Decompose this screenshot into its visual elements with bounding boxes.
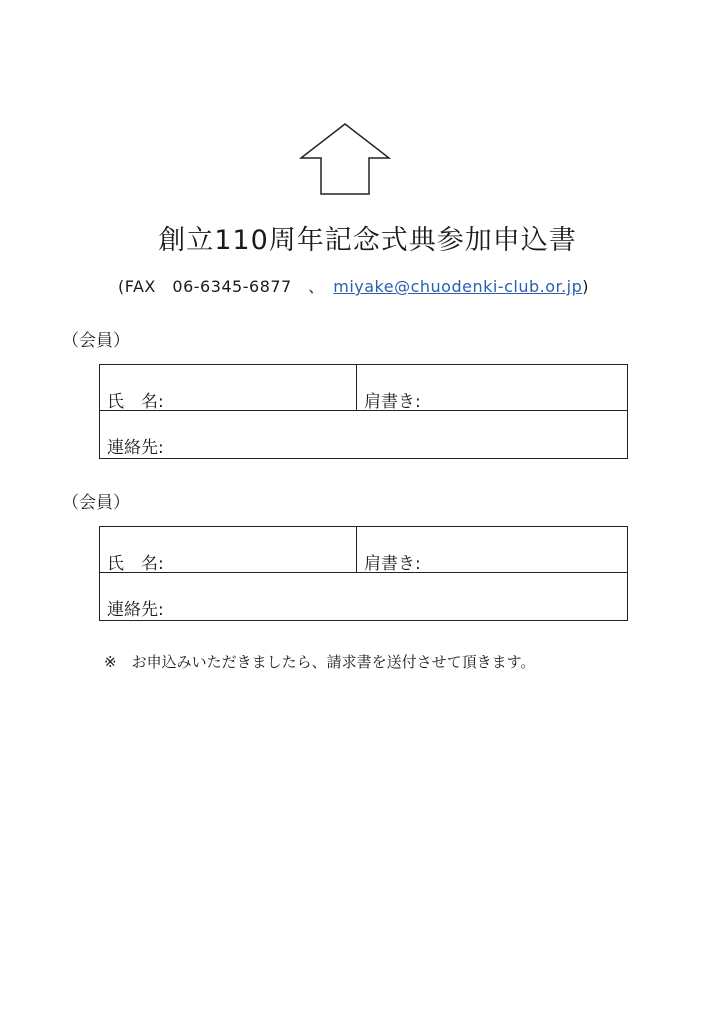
contact-suffix: ) [582, 277, 590, 296]
registration-form [99, 364, 628, 459]
fax-number: (FAX 06-6345-6877 、 [118, 277, 334, 296]
title-field-label: 肩書き: [364, 554, 421, 574]
contact-field-label: 連絡先: [107, 600, 164, 620]
up-arrow-icon [299, 122, 391, 196]
contact-field-label: 連絡先: [107, 438, 164, 458]
registration-form [99, 526, 628, 621]
name-field-label: 氏 名: [107, 392, 164, 412]
page-title: 創立110周年記念式典参加申込書 [158, 225, 577, 256]
form-divider [356, 365, 357, 411]
email-link[interactable]: miyake@chuodenki-club.or.jp [333, 277, 583, 296]
form-divider [356, 527, 357, 573]
contact-info [118, 274, 589, 297]
title-field-label: 肩書き: [364, 392, 421, 412]
member-label: （会員） [62, 493, 130, 513]
name-field-label: 氏 名: [107, 554, 164, 574]
invoice-note: ※ お申込みいただきましたら、請求書を送付させて頂きます。 [104, 653, 536, 671]
member-label: （会員） [62, 331, 130, 351]
